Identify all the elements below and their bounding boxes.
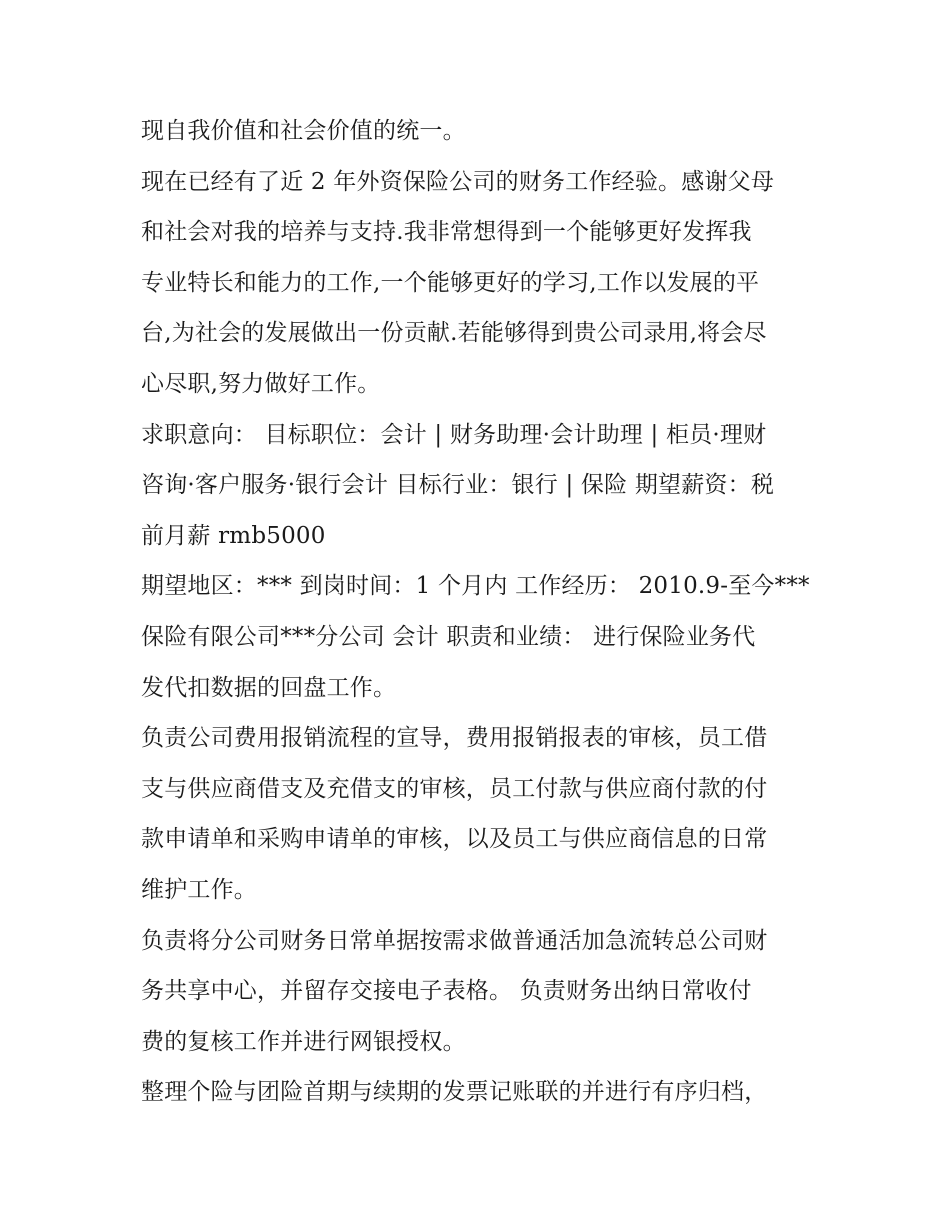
text-line: 求职意向： 目标职位：会计 | 财务助理·会计助理 | 柜员·理财	[141, 421, 767, 448]
text-line: 咨询·客户服务·银行会计 目标行业：银行 | 保险 期望薪资：税	[141, 472, 775, 499]
text-line: 台,为社会的发展做出一份贡献.若能够得到贵公司录用,将会尽	[141, 320, 767, 347]
text-line: 前月薪 rmb5000	[141, 522, 326, 549]
text-line: 负责公司费用报销流程的宣导，费用报销报表的审核，员工借	[141, 725, 768, 752]
text-line: 和社会对我的培养与支持.我非常想得到一个能够更好发挥我	[141, 219, 752, 246]
text-line: 心尽职,努力做好工作。	[141, 370, 381, 397]
document-body	[141, 106, 821, 1118]
text-line: 支与供应商借支及充借支的审核，员工付款与供应商付款的付	[141, 775, 768, 802]
text-line: 现自我价值和社会价值的统一。	[141, 118, 466, 144]
text-line: 维护工作。	[141, 876, 257, 903]
text-line: 保险有限公司***分公司 会计 职责和业绩： 进行保险业务代	[141, 623, 756, 650]
text-line: 费的复核工作并进行网银授权。	[141, 1028, 466, 1055]
text-line: 发代扣数据的回盘工作。	[141, 674, 397, 701]
text-line: 现在已经有了近 2 年外资保险公司的财务工作经验。感谢父母	[141, 168, 775, 195]
text-line: 负责将分公司财务日常单据按需求做普通活加急流转总公司财	[141, 927, 768, 954]
text-line: 期望地区：*** 到岗时间：1 个月内 工作经历： 2010.9-至今***	[141, 573, 810, 600]
text-line: 专业特长和能力的工作,一个能够更好的学习,工作以发展的平	[141, 269, 760, 296]
text-line: 务共享中心，并留存交接电子表格。 负责财务出纳日常收付	[141, 978, 752, 1005]
text-line: 整理个险与团险首期与续期的发票记账联的并进行有序归档，	[141, 1079, 768, 1106]
text-line: 款申请单和采购申请单的审核，以及员工与供应商信息的日常	[141, 826, 768, 853]
